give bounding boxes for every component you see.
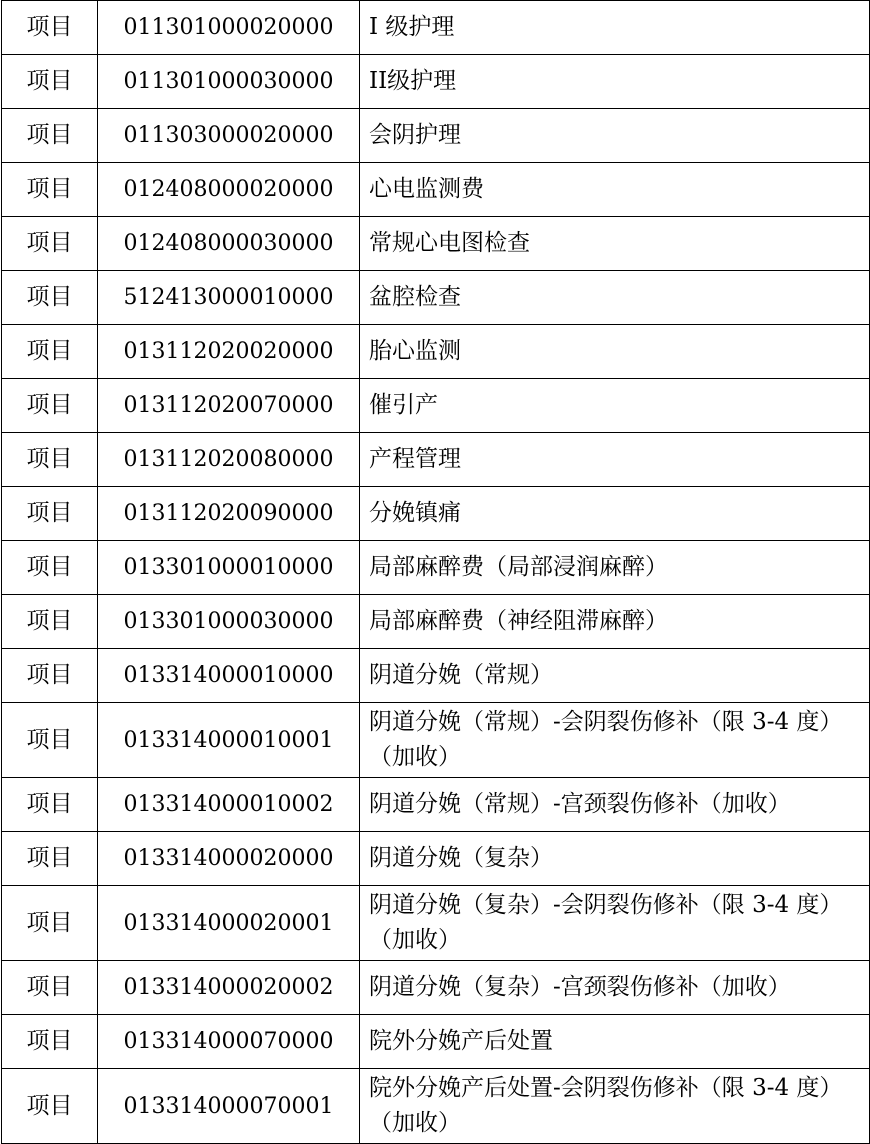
table-row <box>2 1 870 55</box>
table-row <box>2 961 870 1015</box>
table-row <box>2 886 870 961</box>
item-code-cell: 012408000030000 <box>98 217 360 271</box>
item-name-cell: 院外分娩产后处置-会阴裂伤修补（限 3-4 度）（加收） <box>360 1069 870 1144</box>
item-type-cell: 项目 <box>2 778 98 832</box>
item-name-cell: 产程管理 <box>360 433 870 487</box>
item-type-cell: 项目 <box>2 55 98 109</box>
table-row <box>2 832 870 886</box>
item-type-cell: 项目 <box>2 541 98 595</box>
item-code-cell: 013314000070000 <box>98 1015 360 1069</box>
item-code-cell: 013112020090000 <box>98 487 360 541</box>
item-code-cell: 011301000020000 <box>98 1 360 55</box>
item-type-cell: 项目 <box>2 379 98 433</box>
item-type-cell: 项目 <box>2 886 98 961</box>
item-name-cell: I 级护理 <box>360 1 870 55</box>
item-type-cell: 项目 <box>2 433 98 487</box>
item-code-cell: 013112020070000 <box>98 379 360 433</box>
item-name-cell: 阴道分娩（复杂） <box>360 832 870 886</box>
item-code-cell: 013112020020000 <box>98 325 360 379</box>
item-type-cell: 项目 <box>2 487 98 541</box>
table-row <box>2 1069 870 1144</box>
table-row <box>2 595 870 649</box>
table-row <box>2 1015 870 1069</box>
table-row <box>2 778 870 832</box>
item-name-cell: 分娩镇痛 <box>360 487 870 541</box>
table-row <box>2 541 870 595</box>
item-type-cell: 项目 <box>2 832 98 886</box>
item-name-cell: 会阴护理 <box>360 109 870 163</box>
item-type-cell: 项目 <box>2 163 98 217</box>
item-name-cell: 阴道分娩（常规）-会阴裂伤修补（限 3-4 度）（加收） <box>360 703 870 778</box>
table-row <box>2 163 870 217</box>
item-name-cell: 胎心监测 <box>360 325 870 379</box>
item-code-cell: 012408000020000 <box>98 163 360 217</box>
table-body <box>2 1 870 1144</box>
item-name-cell: 院外分娩产后处置 <box>360 1015 870 1069</box>
item-type-cell: 项目 <box>2 595 98 649</box>
table-row <box>2 109 870 163</box>
item-type-cell: 项目 <box>2 1069 98 1144</box>
item-code-cell: 013112020080000 <box>98 433 360 487</box>
item-name-cell: 常规心电图检查 <box>360 217 870 271</box>
item-code-cell: 013314000020002 <box>98 961 360 1015</box>
item-type-cell: 项目 <box>2 325 98 379</box>
table-row <box>2 703 870 778</box>
item-code-cell: 013314000010001 <box>98 703 360 778</box>
item-code-cell: 011301000030000 <box>98 55 360 109</box>
item-type-cell: 项目 <box>2 1015 98 1069</box>
item-name-cell: 催引产 <box>360 379 870 433</box>
table-row <box>2 433 870 487</box>
table-row <box>2 649 870 703</box>
item-code-cell: 013314000010000 <box>98 649 360 703</box>
table-row <box>2 55 870 109</box>
table-row <box>2 271 870 325</box>
item-name-cell: 盆腔检查 <box>360 271 870 325</box>
item-code-cell: 013301000010000 <box>98 541 360 595</box>
item-type-cell: 项目 <box>2 961 98 1015</box>
item-code-cell: 013314000070001 <box>98 1069 360 1144</box>
table-row <box>2 217 870 271</box>
table-row <box>2 487 870 541</box>
item-type-cell: 项目 <box>2 1 98 55</box>
item-code-cell: 011303000020000 <box>98 109 360 163</box>
item-type-cell: 项目 <box>2 271 98 325</box>
item-name-cell: 心电监测费 <box>360 163 870 217</box>
item-code-cell: 013314000010002 <box>98 778 360 832</box>
item-code-cell: 013314000020000 <box>98 832 360 886</box>
item-type-cell: 项目 <box>2 649 98 703</box>
item-code-cell: 512413000010000 <box>98 271 360 325</box>
item-name-cell: 阴道分娩（复杂）-会阴裂伤修补（限 3-4 度）（加收） <box>360 886 870 961</box>
table-row <box>2 325 870 379</box>
item-name-cell: II级护理 <box>360 55 870 109</box>
item-name-cell: 局部麻醉费（神经阻滞麻醉） <box>360 595 870 649</box>
item-name-cell: 阴道分娩（常规） <box>360 649 870 703</box>
item-type-cell: 项目 <box>2 109 98 163</box>
item-code-cell: 013314000020001 <box>98 886 360 961</box>
item-name-cell: 局部麻醉费（局部浸润麻醉） <box>360 541 870 595</box>
item-name-cell: 阴道分娩（复杂）-宫颈裂伤修补（加收） <box>360 961 870 1015</box>
fee-item-table <box>1 0 870 1144</box>
item-type-cell: 项目 <box>2 703 98 778</box>
item-type-cell: 项目 <box>2 217 98 271</box>
item-code-cell: 013301000030000 <box>98 595 360 649</box>
table-row <box>2 379 870 433</box>
item-name-cell: 阴道分娩（常规）-宫颈裂伤修补（加收） <box>360 778 870 832</box>
